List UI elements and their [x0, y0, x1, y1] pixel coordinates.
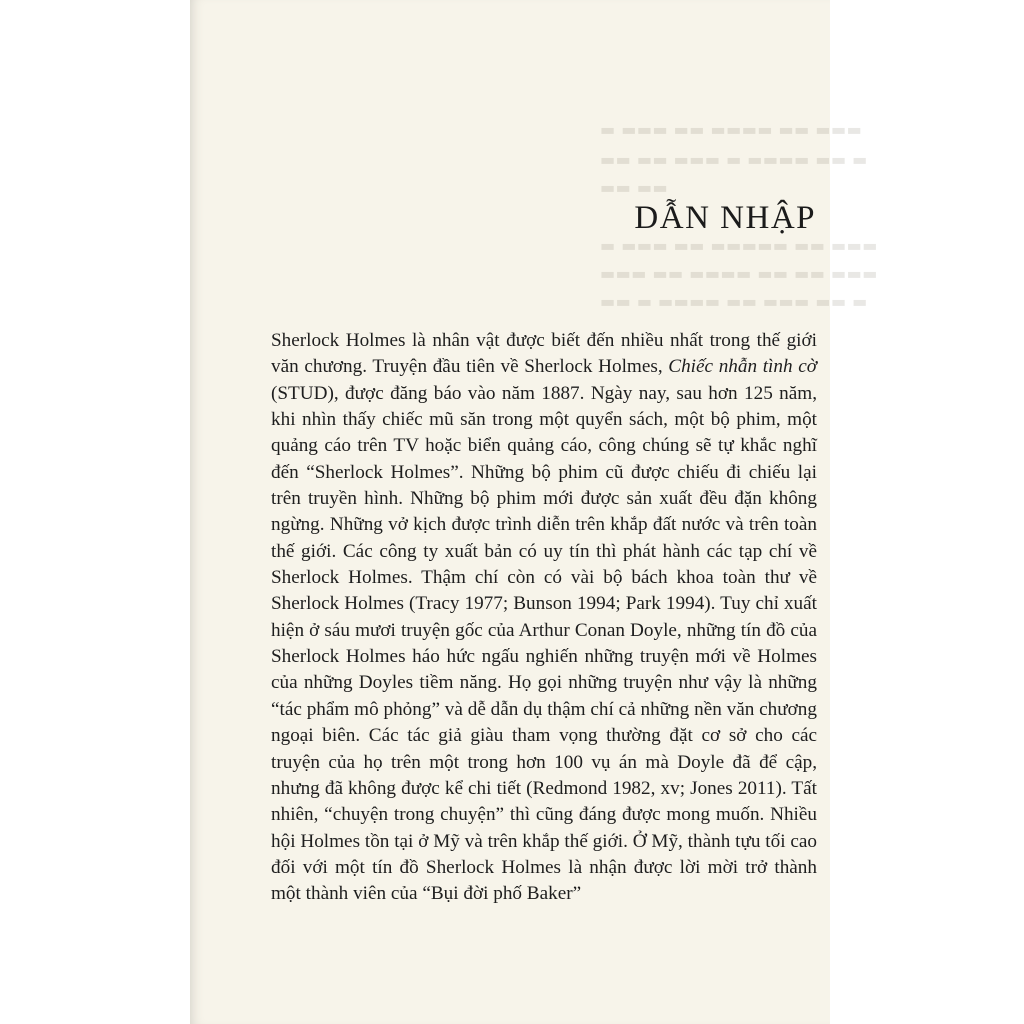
show-through-texture: ▬▬ ▬▬ ▬▬▬ ▬ ▬▬▬▬ ▬▬ ▬ — [600, 150, 868, 169]
show-through-texture: ▬▬▬ ▬▬ ▬▬▬▬ ▬▬ ▬▬ ▬▬▬ — [600, 264, 878, 283]
body-text-continued: (STUD), được đăng báo vào năm 1887. Ngày nay, sau hơn 125 năm, khi nhìn thấy chiếc mũ săn trong một quyển sách, một bộ phim, một quảng cáo trên TV hoặc biển quảng cáo, công chúng sẽ tự khắc nghĩ đến “Sherlock Holmes”. Những bộ phim cũ được chiếu đi chiếu lại trên truyền hình. Những bộ phim mới được sản xuất đều đặn không ngừng. Những vở kịch được trình diễn trên khắp đất nước và trên toàn thế giới. Các công ty xuất bản có uy tín thì phát hành các tạp chí về Sherlock Holmes. Thậm chí còn có vài bộ bách khoa toàn thư về Sherlock Holmes (Tracy 1977; Bunson 1994; Park 1994). Tuy chỉ xuất hiện ở sáu mươi truyện gốc của Arthur Conan Doyle, những tín đồ của Sherlock Holmes háo hức ngấu nghiến những truyện mới về Holmes của những Doyles tiềm năng. Họ gọi những truyện như vậy là những “tác phẩm mô phỏng” và dễ dẫn dụ thậm chí cả những nền văn chương ngoại biên. Các tác giả giàu tham vọng thường đặt cơ sở cho các truyện của họ trên một trong hơn 100 vụ án mà Doyle đã để cập, nhưng đã không được kể chi tiết (Redmond 1982, xv; Jones 2011). Tất nhiên, “chuyện trong chuyện” thì cũng đáng được mong muốn. Nhiều hội Holmes tồn tại ở Mỹ và trên khắp thế giới. Ở Mỹ, thành tựu tối cao đối với một tín đồ Sherlock Holmes là nhận được lời mời trở thành một thành viên của “Bụi đời phố Baker” — [271, 382, 817, 905]
show-through-texture: ▬▬ ▬▬ — [600, 178, 669, 197]
show-through-texture: ▬ ▬▬▬ ▬▬ ▬▬▬▬ ▬▬ ▬▬▬ — [600, 120, 863, 139]
body-text: Sherlock Holmes là nhân vật được biết đến nhiều nhất trong thế giới văn chương. Truyện đầu tiên về Sherlock Holmes, — [271, 330, 817, 378]
show-through-texture: ▬▬ ▬ ▬▬▬▬ ▬▬ ▬▬▬ ▬▬ ▬ — [600, 292, 868, 311]
body-paragraph — [271, 328, 817, 908]
chapter-heading: DẪN NHẬP — [634, 200, 816, 236]
book-title-italic: Chiếc nhẫn tình cờ — [668, 356, 817, 378]
show-through-texture: ▬ ▬▬▬ ▬▬ ▬▬▬▬▬ ▬▬ ▬▬▬ — [600, 236, 878, 255]
